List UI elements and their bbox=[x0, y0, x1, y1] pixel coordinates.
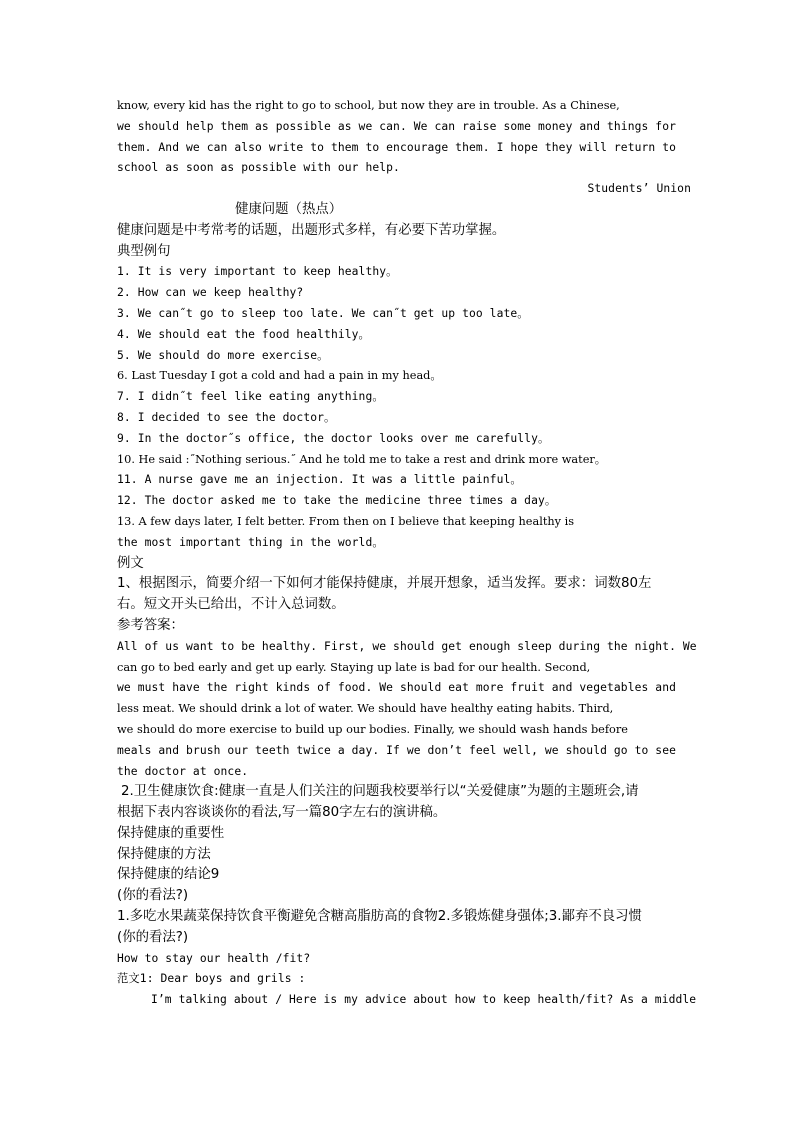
example-sentence: 13. A few days later, I felt better. From then on I believe that keeping healthy is bbox=[117, 514, 575, 528]
example-sentence: 6. Last Tuesday I got a cold and had a pain in my head。 bbox=[117, 369, 442, 383]
example-sentence: 2. How can we keep healthy? bbox=[117, 286, 304, 300]
section-title: 健康问题（热点） bbox=[235, 201, 343, 217]
task1-line: 1、根据图示，简要介绍一下如何才能保持健康，并展开想象，适当发挥。要求：词数80左 bbox=[117, 576, 652, 592]
answer-line: meals and brush our teeth twice a day. If we don’t feel well, we should go to see bbox=[117, 743, 677, 757]
sample-line: I’m talking about / Here is my advice about how to keep health/fit? As a middle bbox=[151, 993, 697, 1007]
example-sentence: 9. In the doctor˝s office, the doctor looks over me carefully。 bbox=[117, 431, 550, 445]
intro-line: school as soon as possible with our help. bbox=[117, 161, 400, 175]
intro-line: know, every kid has the right to go to school, but now they are in trouble. As a Chinese, bbox=[117, 99, 620, 112]
table-line: (你的看法?) bbox=[117, 929, 189, 945]
intro-line: we should help them as possible as we can. We can raise some money and things for bbox=[117, 119, 677, 133]
answer-heading: 参考答案： bbox=[117, 617, 184, 633]
task2-line: 2.卫生健康饮食:健康一直是人们关注的问题我校要举行以“关爱健康”为题的主题班会,请 bbox=[121, 784, 639, 800]
document-page bbox=[117, 96, 717, 1011]
example-sentence: 8. I decided to see the doctor。 bbox=[117, 410, 336, 424]
example-sentence: 3. We can˝t go to sleep too late. We can˝t get up too late。 bbox=[117, 306, 529, 320]
sample-heading: 范文1: Dear boys and grils : bbox=[117, 972, 306, 986]
intro-line: them. And we can also write to them to encourage them. I hope they will return to bbox=[117, 140, 677, 154]
section-intro: 健康问题是中考常考的话题，出题形式多样，有必要下苦功掌握。 bbox=[117, 222, 506, 238]
essay-heading: 例文 bbox=[117, 555, 144, 571]
table-line: 保持健康的方法 bbox=[117, 846, 211, 862]
table-line: 1.多吃水果蔬菜保持饮食平衡避免含糖高脂肪高的食物2.多锻炼健身强体;3.鄙弃不良习惯 bbox=[117, 909, 642, 925]
answer-line: All of us want to be healthy. First, we should get enough sleep during the night. We bbox=[117, 639, 697, 653]
examples-heading: 典型例句 bbox=[117, 243, 171, 259]
example-sentence: 4. We should eat the food healthily。 bbox=[117, 327, 370, 341]
question-line: How to stay our health /fit? bbox=[117, 951, 311, 965]
answer-line: we should do more exercise to build up our bodies. Finally, we should wash hands before bbox=[117, 722, 628, 736]
example-sentence: 5. We should do more exercise。 bbox=[117, 348, 329, 362]
example-sentence: 10. He said :˝Nothing serious.˝ And he told me to take a rest and drink more water。 bbox=[117, 452, 607, 466]
signature: Students’ Union bbox=[587, 182, 691, 196]
table-line: 保持健康的重要性 bbox=[117, 825, 225, 841]
answer-line: can go to bed early and get up early. Staying up late is bad for our health. Second, bbox=[117, 660, 591, 674]
example-sentence: 11. A nurse gave me an injection. It was a little painful。 bbox=[117, 473, 522, 487]
answer-line: we must have the right kinds of food. We should eat more fruit and vegetables and bbox=[117, 681, 677, 695]
table-line: (你的看法?) bbox=[117, 888, 189, 904]
answer-line: the doctor at once. bbox=[117, 764, 249, 778]
answer-line: less meat. We should drink a lot of water. We should have healthy eating habits. Third, bbox=[117, 702, 614, 716]
task1-line: 右。短文开头已给出，不计入总词数。 bbox=[117, 597, 345, 613]
example-sentence: 12. The doctor asked me to take the medicine three times a day。 bbox=[117, 494, 557, 508]
task2-line: 根据下表内容谈谈你的看法,写一篇80字左右的演讲稿。 bbox=[117, 805, 447, 821]
example-sentence: 7. I didn˝t feel like eating anything。 bbox=[117, 390, 384, 404]
table-line: 保持健康的结论9 bbox=[117, 867, 220, 883]
example-sentence: the most important thing in the world。 bbox=[117, 535, 384, 549]
example-sentence: 1. It is very important to keep healthy。 bbox=[117, 265, 398, 279]
